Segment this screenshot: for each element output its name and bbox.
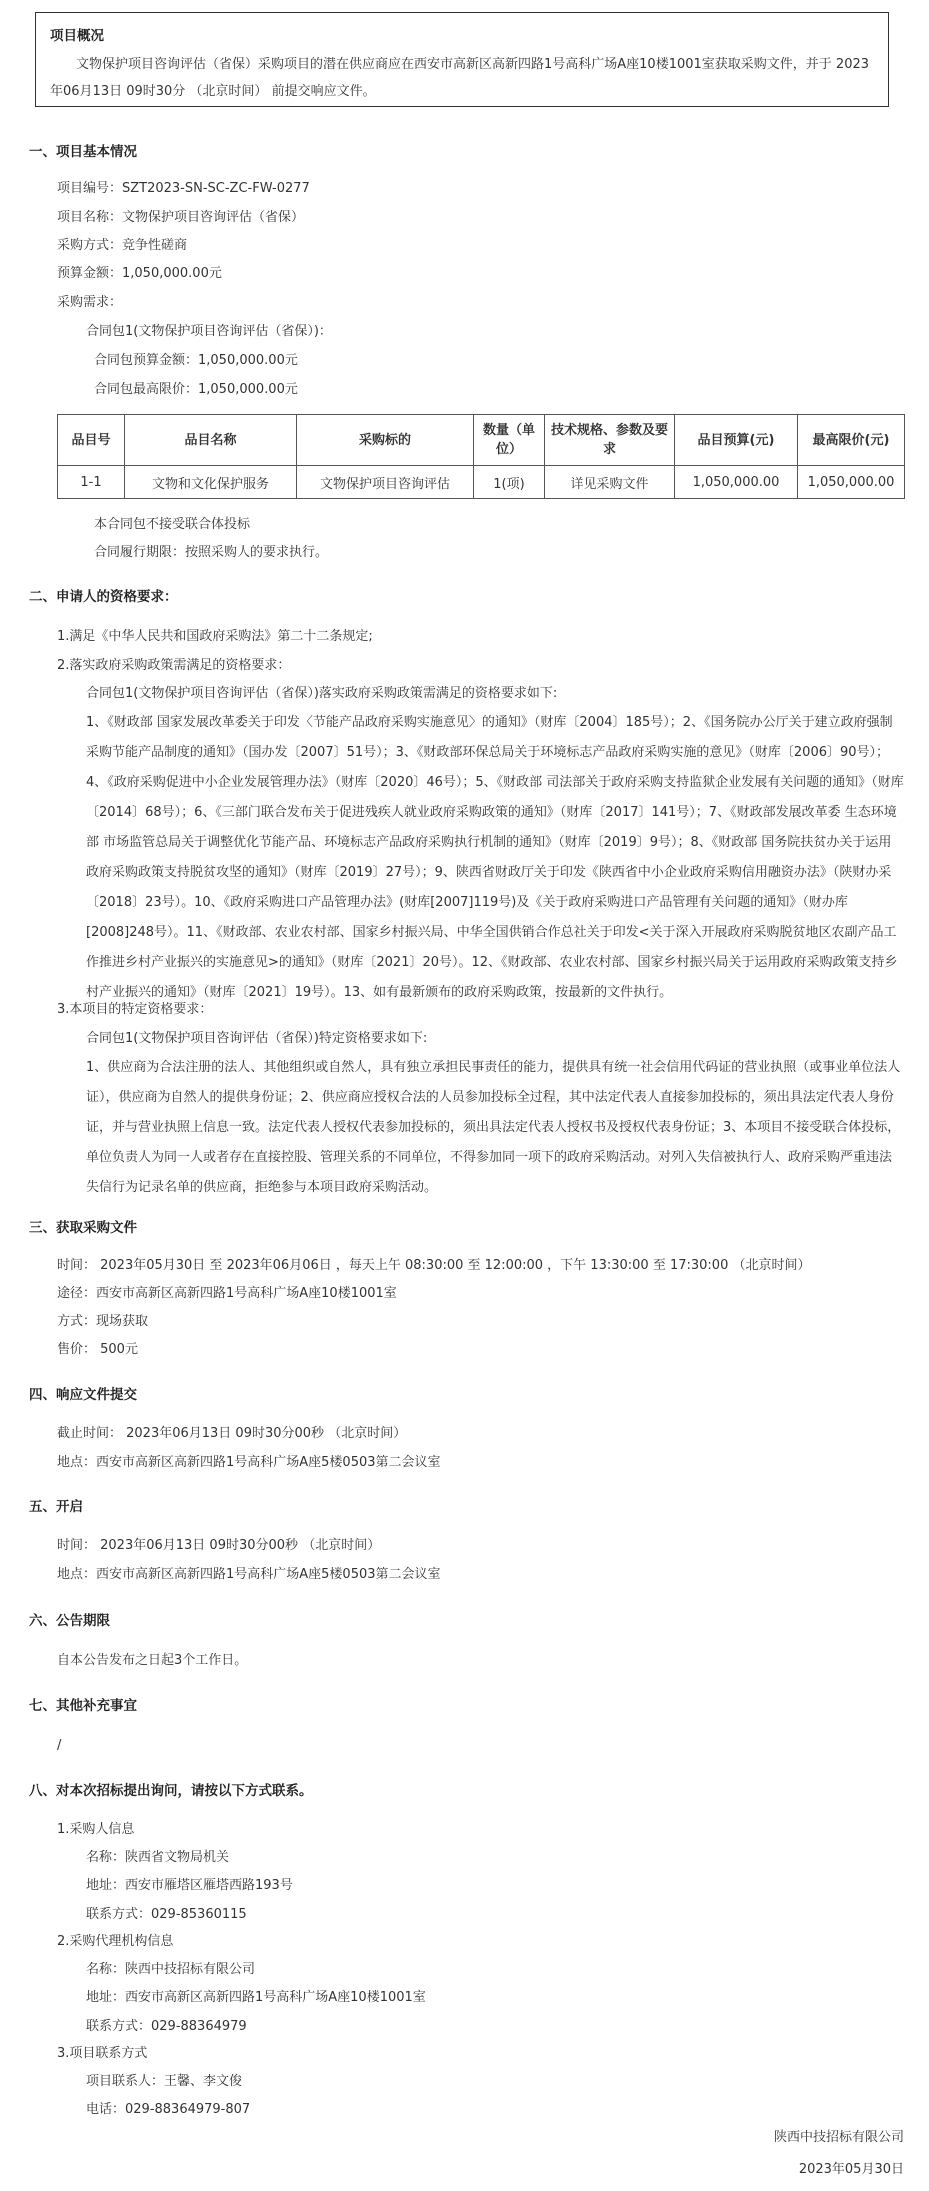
qualification-item-2: 2.落实政府采购政策需满足的资格要求：: [57, 658, 291, 673]
specific-requirements-text: 1、供应商为合法注册的法人、其他组织或自然人，具有独立承担民事责任的能力，提供具有统一社会信用代码证的营业执照（或事业单位法人证），供应商为自然人的提供身份证；2、供应商应授权合法的人员参加投标全过程，其中法定代表人直接参加投标的，须出具法定代表人身份证，并与营业执照上信息一致。法定代表人授权代表参加投标的，须出具法定代表人授权书及授权代表身份证；3、本项目不接受联合体投标，单位负责人为同一人或者存在直接控股、管理关系的不同单位，不得参加同一项下的政府采购活动。对列入失信被执行人、政府采购严重违法失信行为记录名单的供应商，拒绝参与本项目政府采购活动。: [86, 1060, 901, 1195]
table-header-cell: 最高限价(元): [798, 415, 905, 466]
document-price: 售价： 500元: [57, 1342, 138, 1357]
section-6-title: 六、公告期限: [29, 1613, 110, 1629]
overview-title: 项目概况: [50, 28, 104, 44]
contract-period: 合同履行期限：按照采购人的要求执行。: [94, 545, 329, 560]
project-contact-person: 项目联系人：王馨、李文俊: [86, 2074, 243, 2089]
section-7-title: 七、其他补充事宜: [29, 1698, 137, 1714]
project-number: 项目编号：SZT2023-SN-SC-ZC-FW-0277: [57, 181, 310, 196]
table-cell: 文物保护项目咨询评估: [297, 466, 474, 499]
policy-requirements-text: 1、《财政部 国家发展改革委关于印发〈节能产品政府采购实施意见〉的通知》（财库〔2004〕185号）；2、《国务院办公厅关于建立政府强制采购节能产品制度的通知》（国办发〔2007〕51号）；3、《财政部环保总局关于环境标志产品政府采购实施的意见》（财库〔2006〕90号）；4、《政府采购促进中小企业发展管理办法》（财库〔2020〕46号）；5、《财政部 司法部关于政府采购支持监狱企业发展有关问题的通知》（财库〔2014〕68号）；6、《三部门联合发布关于促进残疾人就业政府采购政策的通知》（财库〔2017〕141号）；7、《财政部发展改革委 生态环境部 市场监管总局关于调整优化节能产品、环境标志产品政府采购执行机制的通知》（财库〔2019〕9号）；8、《财政部 国务院扶贫办关于运用政府采购政策支持脱贫攻坚的通知》（财库〔2019〕27号）；9、陕西省财政厅关于印发《陕西省中小企业政府采购信用融资办法》（陕财办采〔2018〕23号）。10、《政府采购进口产品管理办法》(财库[2007]119号)及《关于政府采购进口产品管理有关问题的通知》（财办库[2008]248号）。11、《财政部、农业农村部、国家乡村振兴局、中华全国供销合作总社关于印发<关于深入开展政府采购脱贫地区农副产品工作推进乡村产业振兴的实施意见>的通知》（财库〔2021〕20号）。12、《财政部、农业农村部、国家乡村振兴局关于运用政府采购政策支持乡村产业振兴的通知》（财库〔2021〕19号）。13、如有最新颁布的政府采购政策，按最新的文件执行。: [86, 715, 904, 1000]
buyer-info-label: 1.采购人信息: [57, 1822, 135, 1837]
acquire-place: 途径：西安市高新区高新四路1号高科广场A座10楼1001室: [57, 1286, 397, 1301]
acquire-way: 方式：现场获取: [57, 1314, 149, 1329]
section-4-title: 四、响应文件提交: [29, 1387, 137, 1403]
notice-period-text: 自本公告发布之日起3个工作日。: [57, 1653, 248, 1668]
project-name: 项目名称：文物保护项目咨询评估（省保）: [57, 210, 305, 225]
procurement-needs-label: 采购需求：: [57, 295, 123, 310]
section-1-title: 一、项目基本情况: [29, 144, 137, 160]
project-contact-phone: 电话：029-88364979-807: [86, 2102, 251, 2117]
table-cell: 1,050,000.00: [675, 466, 798, 499]
section-5-title: 五、开启: [29, 1499, 83, 1515]
agent-address: 地址：西安市高新区高新四路1号高科广场A座10楼1001室: [86, 1990, 426, 2005]
table-header-cell: 采购标的: [297, 415, 474, 466]
section-2-title: 二、申请人的资格要求：: [29, 589, 178, 605]
table-header-cell: 技术规格、参数及要求: [545, 415, 675, 466]
budget-amount: 预算金额：1,050,000.00元: [57, 266, 222, 281]
agent-name: 名称：陕西中技招标有限公司: [86, 1962, 256, 1977]
buyer-contact: 联系方式：029-85360115: [86, 1907, 247, 1922]
table-header-row: [58, 415, 905, 466]
footer-organization: 陕西中技招标有限公司: [773, 2130, 904, 2145]
submit-deadline: 截止时间： 2023年06月13日 09时30分00秒 （北京时间）: [57, 1426, 407, 1441]
table-cell: 1,050,000.00: [798, 466, 905, 499]
acquire-time: 时间： 2023年05月30日 至 2023年06月06日 ，每天上午 08:30:00 至 12:00:00 ，下午 13:30:00 至 17:30:00 （北京时间）: [57, 1258, 811, 1273]
submit-place: 地点：西安市高新区高新四路1号高科广场A座5楼0503第二会议室: [57, 1455, 441, 1470]
footer-date: 2023年05月30日: [798, 2162, 904, 2177]
items-table: [57, 414, 905, 499]
table-header-cell: 品目名称: [125, 415, 297, 466]
package-max-price: 合同包最高限价：1,050,000.00元: [94, 382, 298, 397]
qualification-item-3-package: 合同包1(文物保护项目咨询评估（省保）)特定资格要求如下:: [86, 1031, 428, 1046]
table-header-cell: 品目预算(元): [675, 415, 798, 466]
table-header-cell: 数量（单位）: [474, 415, 545, 466]
table-cell: 1-1: [58, 466, 125, 499]
table-cell: 1(项): [474, 466, 545, 499]
no-consortium-note: 本合同包不接受联合体投标: [94, 517, 251, 532]
table-header-cell: 品目号: [58, 415, 125, 466]
table-cell: 文物和文化保护服务: [125, 466, 297, 499]
project-contact-label: 3.项目联系方式: [57, 2046, 148, 2061]
overview-box: [35, 12, 889, 107]
table-cell: 详见采购文件: [545, 466, 675, 499]
section-3-title: 三、获取采购文件: [29, 1220, 137, 1236]
qualification-item-3: 3.本项目的特定资格要求：: [57, 1002, 213, 1017]
buyer-address: 地址：西安市雁塔区雁塔西路193号: [86, 1878, 293, 1893]
section-8-title: 八、对本次招标提出询问，请按以下方式联系。: [29, 1783, 313, 1799]
overview-body: 文物保护项目咨询评估（省保）采购项目的潜在供应商应在西安市高新区高新四路1号高科广场A座10楼1001室获取采购文件，并于 2023年06月13日 09时30分 （北京时间） 前提交响应文件。: [50, 57, 870, 99]
agent-info-label: 2.采购代理机构信息: [57, 1934, 174, 1949]
buyer-name: 名称：陕西省文物局机关: [86, 1850, 230, 1865]
qualification-item-1: 1.满足《中华人民共和国政府采购法》第二十二条规定;: [57, 629, 373, 644]
package-budget: 合同包预算金额：1,050,000.00元: [94, 353, 298, 368]
procurement-method: 采购方式：竞争性磋商: [57, 238, 188, 253]
package-title: 合同包1(文物保护项目咨询评估（省保）)：: [86, 324, 332, 339]
opening-place: 地点：西安市高新区高新四路1号高科广场A座5楼0503第二会议室: [57, 1567, 441, 1582]
agent-contact: 联系方式：029-88364979: [86, 2019, 247, 2034]
opening-time: 时间： 2023年06月13日 09时30分00秒 （北京时间）: [57, 1538, 381, 1553]
table-row: [58, 466, 905, 499]
qualification-item-2-package: 合同包1(文物保护项目咨询评估（省保）)落实政府采购政策需满足的资格要求如下:: [86, 686, 558, 701]
supplementary-text: /: [57, 1738, 62, 1753]
